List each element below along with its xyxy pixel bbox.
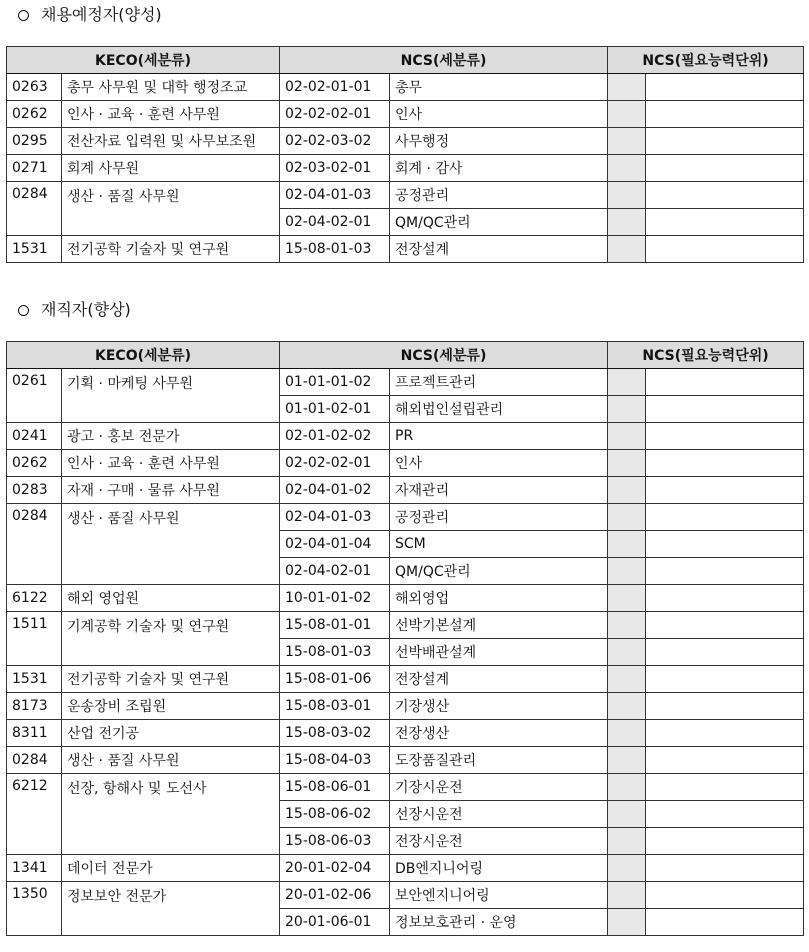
ncs-code-cell: 15-08-06-03 (280, 828, 390, 855)
ncs-unit-cell[interactable] (646, 101, 804, 128)
ncs-name-cell: 선장시운전 (390, 801, 608, 828)
ncs-name-cell: 회계 · 감사 (390, 155, 608, 182)
ncs-unit-cell[interactable] (608, 909, 646, 936)
keco-name-cell: 생산 · 품질 사무원 (62, 747, 280, 774)
keco-name-cell: 기획 · 마케팅 사무원 (62, 369, 280, 423)
ncs-code-cell: 10-01-01-02 (280, 585, 390, 612)
keco-name-cell: 전기공학 기술자 및 연구원 (62, 666, 280, 693)
ncs-code-cell: 15-08-01-06 (280, 666, 390, 693)
section-title-text: 재직자(향상) (41, 300, 131, 319)
ncs-unit-cell[interactable] (646, 396, 804, 423)
ncs-code-cell: 15-08-03-01 (280, 693, 390, 720)
ncs-code-cell: 01-01-01-02 (280, 369, 390, 396)
ncs-name-cell: 기장생산 (390, 693, 608, 720)
table-row (7, 882, 804, 909)
ncs-code-cell: 15-08-06-01 (280, 774, 390, 801)
ncs-unit-cell[interactable] (646, 747, 804, 774)
ncs-name-cell: 공정관리 (390, 504, 608, 531)
ncs-unit-cell[interactable] (646, 236, 804, 263)
keco-name-cell: 인사 · 교육 · 훈련 사무원 (62, 101, 280, 128)
ncs-unit-cell[interactable] (608, 128, 646, 155)
table-row (7, 585, 804, 612)
ncs-code-cell: 15-08-01-03 (280, 236, 390, 263)
table-header-row (7, 342, 804, 369)
table-new-hires (6, 46, 804, 263)
keco-name-cell: 생산 · 품질 사무원 (62, 182, 280, 236)
ncs-unit-cell[interactable] (646, 128, 804, 155)
keco-name-cell: 선장, 항해사 및 도선사 (62, 774, 280, 855)
table-row (7, 155, 804, 182)
ncs-unit-cell[interactable] (608, 720, 646, 747)
table-row (7, 101, 804, 128)
ncs-unit-cell[interactable] (646, 855, 804, 882)
table-row (7, 236, 804, 263)
ncs-name-cell: 정보보호관리 · 운영 (390, 909, 608, 936)
ncs-code-cell: 02-02-02-01 (280, 101, 390, 128)
ncs-unit-cell[interactable] (646, 558, 804, 585)
ncs-unit-cell[interactable] (608, 747, 646, 774)
table-body (7, 369, 804, 936)
keco-code-cell: 0261 (7, 369, 62, 423)
table-row (7, 423, 804, 450)
ncs-code-cell: 02-04-01-03 (280, 182, 390, 209)
table-row (7, 182, 804, 209)
keco-name-cell: 회계 사무원 (62, 155, 280, 182)
keco-name-cell: 산업 전기공 (62, 720, 280, 747)
header-ncs-unit: NCS(필요능력단위) (608, 47, 804, 74)
ncs-unit-cell[interactable] (646, 504, 804, 531)
ncs-name-cell: 공정관리 (390, 182, 608, 209)
keco-name-cell: 전산자료 입력원 및 사무보조원 (62, 128, 280, 155)
keco-name-cell: 해외 영업원 (62, 585, 280, 612)
ncs-code-cell: 02-02-01-01 (280, 74, 390, 101)
ncs-unit-cell[interactable] (646, 450, 804, 477)
ncs-name-cell: 프로젝트관리 (390, 369, 608, 396)
header-ncs: NCS(세분류) (280, 47, 608, 74)
ncs-name-cell: 보안엔지니어링 (390, 882, 608, 909)
ncs-unit-cell[interactable] (608, 450, 646, 477)
keco-code-cell: 0295 (7, 128, 62, 155)
table-header-row (7, 47, 804, 74)
ncs-name-cell: 인사 (390, 450, 608, 477)
ncs-unit-cell[interactable] (646, 209, 804, 236)
keco-code-cell: 0241 (7, 423, 62, 450)
ncs-name-cell: 자재관리 (390, 477, 608, 504)
keco-code-cell: 1511 (7, 612, 62, 666)
ncs-unit-cell[interactable] (646, 828, 804, 855)
section-title-text: 채용예정자(양성) (41, 5, 162, 24)
circle-bullet-icon (18, 305, 29, 316)
table-row (7, 612, 804, 639)
ncs-code-cell: 15-08-01-03 (280, 639, 390, 666)
ncs-name-cell: 사무행정 (390, 128, 608, 155)
ncs-code-cell: 20-01-06-01 (280, 909, 390, 936)
ncs-unit-cell[interactable] (646, 155, 804, 182)
ncs-code-cell: 02-02-02-01 (280, 450, 390, 477)
header-keco: KECO(세분류) (7, 47, 280, 74)
ncs-unit-cell[interactable] (646, 74, 804, 101)
keco-name-cell: 인사 · 교육 · 훈련 사무원 (62, 450, 280, 477)
ncs-name-cell: DB엔지니어링 (390, 855, 608, 882)
ncs-unit-cell[interactable] (646, 666, 804, 693)
ncs-unit-cell[interactable] (646, 774, 804, 801)
keco-name-cell: 운송장비 조립원 (62, 693, 280, 720)
ncs-code-cell: 20-01-02-04 (280, 855, 390, 882)
table-row (7, 720, 804, 747)
table-row (7, 855, 804, 882)
table-body (7, 74, 804, 263)
ncs-unit-cell[interactable] (646, 720, 804, 747)
ncs-unit-cell[interactable] (608, 155, 646, 182)
ncs-code-cell: 15-08-01-01 (280, 612, 390, 639)
ncs-unit-cell[interactable] (646, 612, 804, 639)
ncs-code-cell: 02-04-02-01 (280, 209, 390, 236)
ncs-unit-cell[interactable] (608, 666, 646, 693)
keco-code-cell: 6212 (7, 774, 62, 855)
ncs-name-cell: QM/QC관리 (390, 558, 608, 585)
ncs-code-cell: 02-02-03-02 (280, 128, 390, 155)
ncs-name-cell: 인사 (390, 101, 608, 128)
keco-name-cell: 생산 · 품질 사무원 (62, 504, 280, 585)
ncs-unit-cell[interactable] (608, 774, 646, 801)
ncs-unit-cell[interactable] (608, 585, 646, 612)
ncs-unit-cell[interactable] (608, 855, 646, 882)
ncs-unit-cell[interactable] (646, 882, 804, 909)
table-row (7, 450, 804, 477)
ncs-unit-cell[interactable] (608, 101, 646, 128)
ncs-code-cell: 02-04-01-04 (280, 531, 390, 558)
ncs-name-cell: 기장시운전 (390, 774, 608, 801)
ncs-code-cell: 02-04-01-03 (280, 504, 390, 531)
ncs-name-cell: 도장품질관리 (390, 747, 608, 774)
section-title-training (18, 5, 162, 25)
table-row (7, 693, 804, 720)
keco-name-cell: 전기공학 기술자 및 연구원 (62, 236, 280, 263)
header-ncs: NCS(세분류) (280, 342, 608, 369)
ncs-unit-cell[interactable] (608, 504, 646, 531)
ncs-code-cell: 02-04-01-02 (280, 477, 390, 504)
header-keco: KECO(세분류) (7, 342, 280, 369)
ncs-unit-cell[interactable] (646, 639, 804, 666)
ncs-unit-cell[interactable] (646, 693, 804, 720)
ncs-unit-cell[interactable] (646, 423, 804, 450)
ncs-name-cell: 전장시운전 (390, 828, 608, 855)
header-ncs-unit: NCS(필요능력단위) (608, 342, 804, 369)
table-incumbents (6, 341, 804, 936)
ncs-unit-cell[interactable] (608, 477, 646, 504)
ncs-unit-cell[interactable] (608, 693, 646, 720)
ncs-name-cell: SCM (390, 531, 608, 558)
keco-code-cell: 0284 (7, 182, 62, 236)
ncs-unit-cell[interactable] (608, 236, 646, 263)
ncs-code-cell: 15-08-03-02 (280, 720, 390, 747)
table-row (7, 128, 804, 155)
keco-code-cell: 1531 (7, 236, 62, 263)
ncs-unit-cell[interactable] (608, 209, 646, 236)
ncs-unit-cell[interactable] (646, 801, 804, 828)
ncs-unit-cell[interactable] (646, 477, 804, 504)
ncs-code-cell: 02-04-02-01 (280, 558, 390, 585)
ncs-unit-cell[interactable] (608, 423, 646, 450)
ncs-code-cell: 20-01-02-06 (280, 882, 390, 909)
ncs-name-cell: 해외영업 (390, 585, 608, 612)
ncs-unit-cell[interactable] (608, 182, 646, 209)
table-row (7, 774, 804, 801)
table-row (7, 74, 804, 101)
ncs-unit-cell[interactable] (608, 74, 646, 101)
keco-code-cell: 8311 (7, 720, 62, 747)
table-row (7, 504, 804, 531)
ncs-unit-cell[interactable] (608, 369, 646, 396)
keco-code-cell: 8173 (7, 693, 62, 720)
ncs-unit-cell[interactable] (608, 882, 646, 909)
keco-code-cell: 0262 (7, 450, 62, 477)
keco-code-cell: 0283 (7, 477, 62, 504)
ncs-unit-cell[interactable] (608, 828, 646, 855)
keco-code-cell: 1350 (7, 882, 62, 936)
keco-code-cell: 0263 (7, 74, 62, 101)
ncs-unit-cell[interactable] (646, 531, 804, 558)
keco-code-cell: 1341 (7, 855, 62, 882)
ncs-code-cell: 15-08-04-03 (280, 747, 390, 774)
keco-code-cell: 1531 (7, 666, 62, 693)
ncs-code-cell: 02-03-02-01 (280, 155, 390, 182)
table-row (7, 369, 804, 396)
keco-name-cell: 데이터 전문가 (62, 855, 280, 882)
ncs-unit-cell[interactable] (608, 558, 646, 585)
keco-name-cell: 총무 사무원 및 대학 행정조교 (62, 74, 280, 101)
keco-name-cell: 광고 · 홍보 전문가 (62, 423, 280, 450)
keco-code-cell: 0284 (7, 747, 62, 774)
ncs-unit-cell[interactable] (646, 909, 804, 936)
ncs-unit-cell[interactable] (608, 396, 646, 423)
ncs-code-cell: 01-01-02-01 (280, 396, 390, 423)
keco-code-cell: 0262 (7, 101, 62, 128)
ncs-name-cell: 전장생산 (390, 720, 608, 747)
keco-code-cell: 0271 (7, 155, 62, 182)
circle-bullet-icon (18, 10, 29, 21)
ncs-unit-cell[interactable] (608, 801, 646, 828)
table-row (7, 666, 804, 693)
keco-name-cell: 기계공학 기술자 및 연구원 (62, 612, 280, 666)
table-row (7, 477, 804, 504)
ncs-name-cell: 선박기본설계 (390, 612, 608, 639)
ncs-code-cell: 15-08-06-02 (280, 801, 390, 828)
ncs-unit-cell[interactable] (608, 531, 646, 558)
keco-code-cell: 6122 (7, 585, 62, 612)
ncs-name-cell: 해외법인설립관리 (390, 396, 608, 423)
table-row (7, 747, 804, 774)
section-title-incumbent (18, 300, 131, 320)
ncs-name-cell: QM/QC관리 (390, 209, 608, 236)
ncs-code-cell: 02-01-02-02 (280, 423, 390, 450)
ncs-name-cell: 전장설계 (390, 236, 608, 263)
ncs-name-cell: 선박배관설계 (390, 639, 608, 666)
ncs-name-cell: 총무 (390, 74, 608, 101)
ncs-unit-cell[interactable] (608, 639, 646, 666)
ncs-name-cell: 전장설계 (390, 666, 608, 693)
ncs-unit-cell[interactable] (646, 182, 804, 209)
ncs-unit-cell[interactable] (646, 585, 804, 612)
ncs-unit-cell[interactable] (608, 612, 646, 639)
ncs-name-cell: PR (390, 423, 608, 450)
keco-name-cell: 정보보안 전문가 (62, 882, 280, 936)
ncs-unit-cell[interactable] (646, 369, 804, 396)
keco-code-cell: 0284 (7, 504, 62, 585)
keco-name-cell: 자재 · 구매 · 물류 사무원 (62, 477, 280, 504)
